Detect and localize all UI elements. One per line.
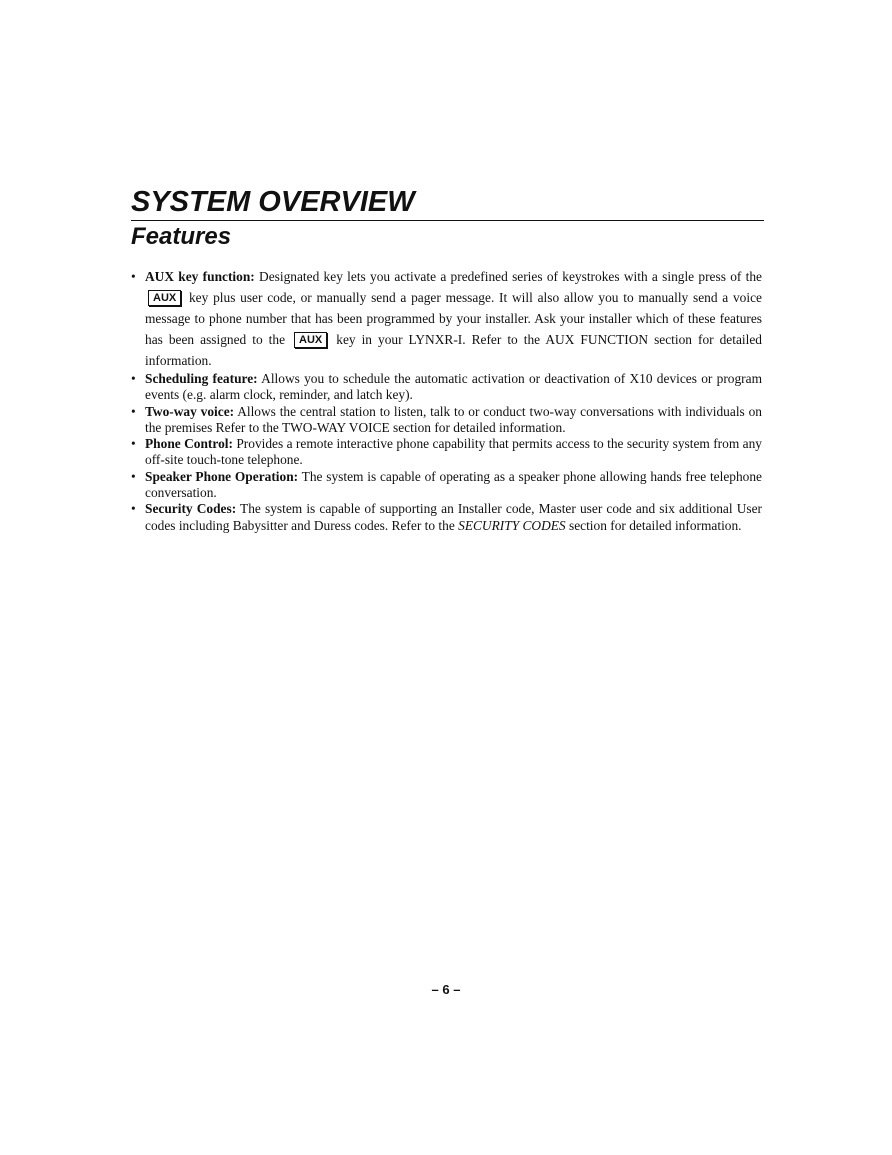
feature-lead: Two-way voice: (145, 403, 235, 419)
feature-text: Designated key lets you activate a predefined series of keystrokes with a single press of the (254, 269, 763, 284)
bullet-icon: • (131, 371, 136, 386)
title-divider (131, 220, 764, 221)
feature-item-scheduling (131, 371, 762, 404)
feature-lead: AUX key function: (145, 269, 255, 284)
bullet-icon: • (131, 436, 136, 452)
bullet-icon: • (131, 269, 136, 284)
feature-lead: Speaker Phone Operation: (145, 468, 299, 484)
feature-item-security-codes (131, 501, 762, 534)
subsection-title: Features (131, 223, 232, 250)
feature-text: Allows the central station to listen, talk to or conduct two-way conversations with individuals on the premises Refer to the TWO-WAY VOICE section for detailed information. (145, 403, 762, 435)
bullet-icon: • (131, 403, 136, 419)
feature-text: key plus user code, or manually send a pager message. It will also allow you to manually send a voice message to phone number that has been programmed by your installer. Ask your installer which of these features has been assigned to the (145, 290, 762, 347)
aux-key-icon: AUX (294, 332, 327, 348)
page-number: – 6 – (431, 982, 461, 997)
feature-item-two-way-voice (131, 404, 762, 437)
feature-lead: Phone Control: (145, 436, 233, 452)
feature-text: Allows you to schedule the automatic activation or deactivation of X10 devices or program events (e.g. alarm clock, reminder, and latch key). (145, 371, 762, 403)
aux-key-icon: AUX (148, 290, 181, 306)
feature-lead: Security Codes: (145, 501, 237, 517)
feature-lead: Scheduling feature: (145, 371, 258, 386)
feature-text: section for detailed information. (565, 517, 742, 533)
bullet-icon: • (131, 501, 136, 517)
feature-emphasis: SECURITY CODES (458, 517, 566, 533)
feature-item-speaker-phone (131, 469, 762, 502)
feature-text: Provides a remote interactive phone capability that permits access to the security system from any off-site touch-tone telephone. (145, 436, 762, 468)
feature-item-phone-control (131, 436, 762, 469)
feature-text: key in your LYNXR-I. Refer to the AUX FUNCTION section for detailed information. (145, 332, 762, 368)
feature-text: The system is capable of supporting an Installer code, Master user code and six additional User codes including Babysitter and Duress codes. Refer to the (145, 501, 763, 533)
feature-text: The system is capable of operating as a speaker phone allowing hands free telephone conversation. (145, 468, 762, 501)
feature-list (131, 266, 762, 534)
feature-item-aux-key (131, 266, 762, 371)
bullet-icon: • (131, 468, 136, 484)
section-title: SYSTEM OVERVIEW (131, 186, 415, 218)
